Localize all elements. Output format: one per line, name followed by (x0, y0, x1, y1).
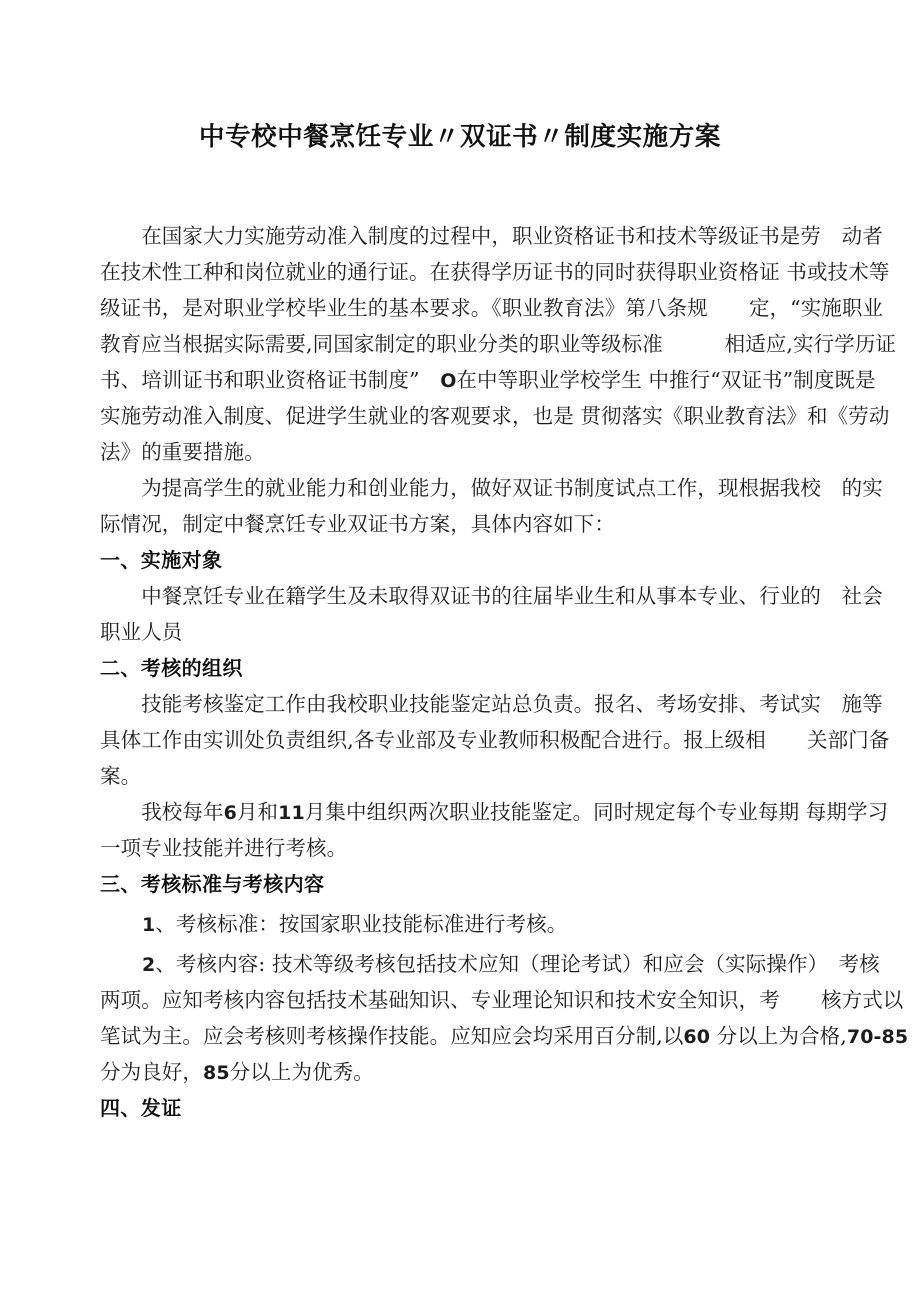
paragraph-line (100, 794, 889, 830)
page-title: 中专校中餐烹饪专业〃双证书〃制度实施方案 (198, 122, 721, 152)
score-number-60: 60 (683, 1026, 711, 1048)
paragraph-line (100, 946, 880, 982)
month-number-june: 6 (223, 802, 237, 824)
line-text-end: 、考核标准：按国家职业技能标准进行考核。 (155, 912, 568, 936)
paragraph-line: 际情况，制定中餐烹饪专业双证书方案，具体内容如下： (100, 512, 615, 536)
paragraph-line: 为提高学生的就业能力和创业能力，做好双证书制度试点工作，现根据我校 的实 (100, 476, 883, 500)
paragraph-line: 具体工作由实训处负责组织,各专业部及专业教师积极配合进行。报上级相 关部门备 (100, 728, 890, 752)
paragraph-line: 技能考核鉴定工作由我校职业技能鉴定站总负责。报名、考场安排、考试实 施等 (100, 692, 883, 716)
ocr-artifact-o: O (440, 370, 457, 392)
document-body (100, 218, 909, 1126)
line-text-end: 月集中组织两次职业技能鉴定。同时规定每个专业每期 每期学习 (304, 800, 889, 824)
paragraph-line: 级证书，是对职业学校毕业生的基本要求。《职业教育法》第八条规 定，“实施职业 (100, 296, 884, 320)
paragraph-line: 法》的重要措施。 (100, 440, 265, 464)
line-text-end: 、考核内容: 技术等级考核包括技术应知（理论考试）和应会（实际操作） 考核 (155, 952, 880, 976)
paragraph-line: 一项专业技能并进行考核。 (100, 836, 348, 860)
line-text-start: 我校每年 (100, 800, 224, 824)
paragraph-line: 在国家大力实施劳动准入制度的过程中，职业资格证书和技术等级证书是劳 动者 (100, 224, 883, 248)
paragraph-line: 在技术性工种和岗位就业的通行证。在获得学历证书的同时获得职业资格证 书或技术等 (100, 260, 890, 284)
paragraph-line: 案。 (100, 764, 142, 788)
line-text-start: 分为良好， (100, 1060, 203, 1084)
score-number-85: 85 (203, 1062, 230, 1084)
paragraph-line (100, 1018, 909, 1054)
month-number-november: 11 (278, 802, 305, 824)
paragraph-line: 实施劳动准入制度、促进学生就业的客观要求，也是 贯彻落实《职业教育法》和《劳动 (100, 404, 890, 428)
section-heading-2: 二、考核的组织 (100, 656, 243, 680)
paragraph-line (100, 1054, 790, 1090)
score-range-70-85: 70-85 (846, 1026, 909, 1048)
paragraph-line: 中餐烹饪专业在籍学生及未取得双证书的往届毕业生和从事本专业、行业的 社会 (100, 584, 883, 608)
list-number-1: 1 (142, 914, 156, 936)
line-text-end: 分以上为优秀。 (229, 1060, 374, 1084)
section-heading-1: 一、实施对象 (100, 548, 223, 572)
line-text-start: 书、培训证书和职业资格证书制度” (100, 368, 441, 392)
section-heading-3: 三、考核标准与考核内容 (100, 872, 325, 896)
list-number-2: 2 (142, 954, 156, 976)
paragraph-line: 职业人员 (100, 620, 183, 644)
paragraph-line: 教育应当根据实际需要,同国家制定的职业分类的职业等级标准 相适应,实行学历证 (100, 332, 897, 356)
paragraph-line (100, 362, 876, 398)
line-text-start: 笔试为主。应会考核则考核操作技能。应知应会均采用百分制,以 (100, 1024, 684, 1048)
line-text-mid: 分以上为合格, (710, 1024, 847, 1048)
section-heading-4: 四、发证 (100, 1096, 182, 1120)
line-text-mid: 月和 (236, 800, 279, 824)
paragraph-line (100, 906, 790, 942)
paragraph-line: 两项。应知考核内容包括技术基础知识、专业理论知识和技术安全知识，考 核方式以 (100, 988, 904, 1012)
line-text-end: 在中等职业学校学生 中推行“双证书”制度既是 (456, 368, 876, 392)
